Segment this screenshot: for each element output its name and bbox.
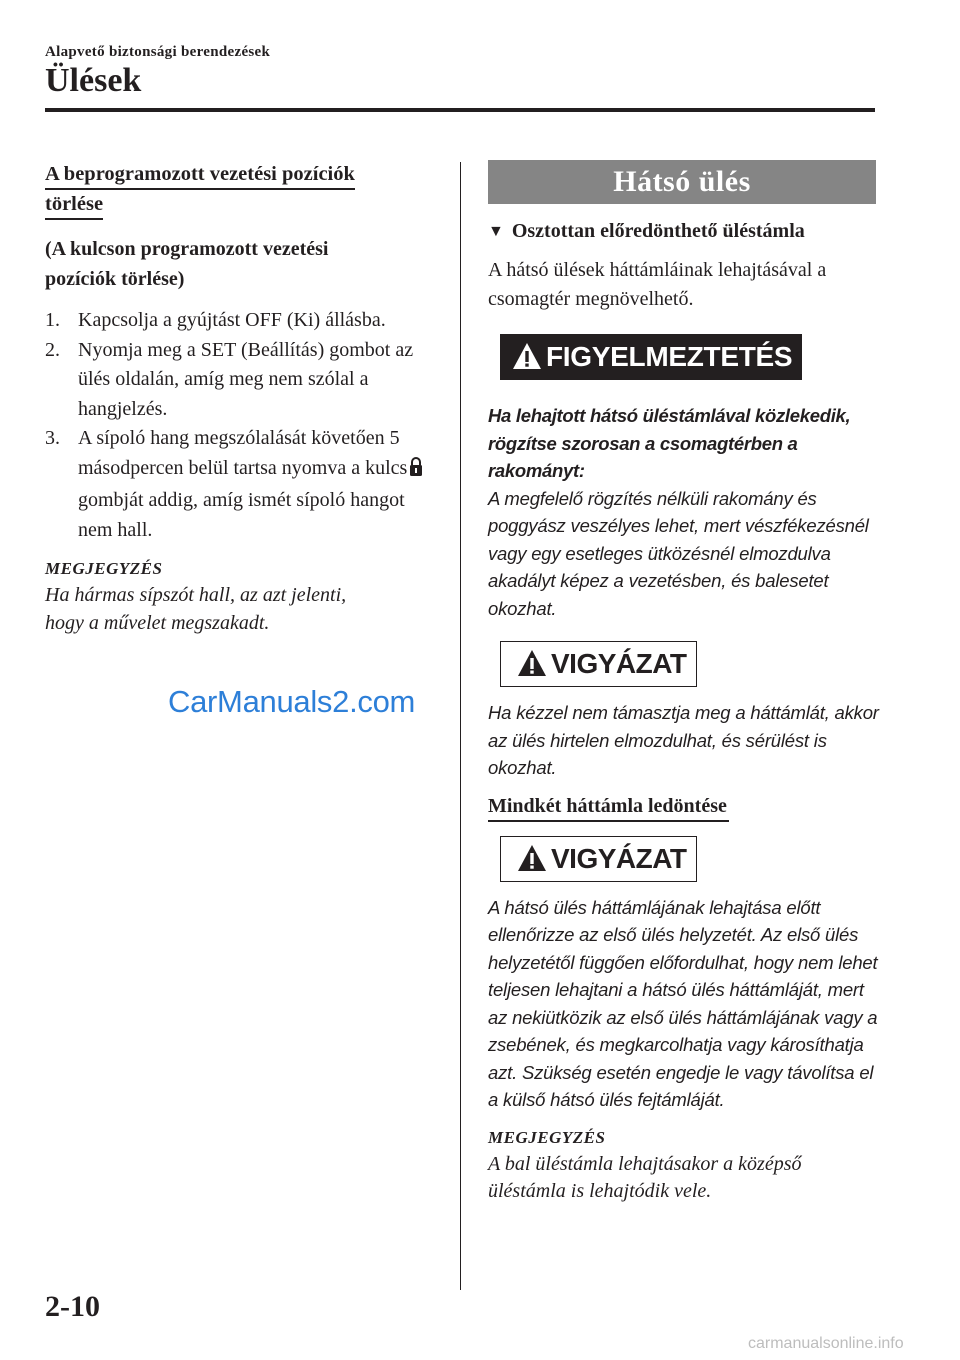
caution-block	[488, 836, 880, 882]
step-number: 3.	[45, 427, 60, 449]
caution-label-box	[500, 641, 697, 687]
step-number: 1.	[45, 309, 60, 331]
caution-label: VIGYÁZAT	[551, 842, 687, 874]
steps-list	[45, 306, 440, 545]
step-text: Nyomja meg a SET (Beállítás) gombot az ülés oldalán, amíg meg nem szólal a hangjelzés.	[78, 338, 414, 420]
section-title-banner: Hátsó ülés	[488, 160, 876, 204]
column-divider	[460, 162, 461, 1290]
subheading-line: (A kulcson programozott vezetési	[45, 238, 329, 260]
note-label: MEGJEGYZÉS	[45, 559, 163, 578]
subheading-line: pozíciók törlése)	[45, 268, 185, 290]
note-text	[45, 582, 440, 637]
page-number: 2-10	[45, 1290, 100, 1323]
warning-block	[488, 334, 880, 380]
caution-block	[488, 641, 880, 687]
warning-text: A megfelelő rögzítés nélküli rakomány és poggyász veszélyes lehet, mert vészfékezésnél vagy egy esetleges ütközésnél elmozdulva akadályt képez a vezetésben, és balesetet okozhat.	[488, 487, 869, 619]
footer-site-watermark: carmanualsonline.info	[748, 1335, 904, 1352]
right-column	[488, 160, 880, 1206]
chapter-title: Ülések	[45, 62, 142, 99]
step-number: 2.	[45, 338, 60, 361]
warning-triangle-icon	[517, 844, 547, 872]
list-item	[45, 306, 440, 336]
warning-emphasis: Ha lehajtott hátsó üléstámlával közlekedik, rögzítse szorosan a csomagtérben a rakományt:	[488, 405, 851, 481]
note-line: Ha hármas sípszót hall, az azt jelenti,	[45, 584, 347, 606]
heading-fold-both: Mindkét háttámla ledöntése	[488, 792, 729, 822]
warning-triangle-icon	[512, 342, 542, 370]
watermark: CarManuals2.com	[168, 684, 416, 719]
note-label: MEGJEGYZÉS	[488, 1127, 606, 1147]
caution-text: Ha kézzel nem támasztja meg a háttámlát, akkor az ülés hirtelen elmozdulhat, és sérülést is okozhat.	[488, 702, 879, 778]
intro-text: A hátsó ülések háttámláinak lehajtásával a csomagtér megnövelhető.	[488, 259, 827, 310]
breadcrumb: Alapvető biztonsági berendezések	[45, 44, 271, 60]
note-line: üléstámla is lehajtódik vele.	[488, 1180, 712, 1202]
left-column	[45, 160, 440, 637]
warning-triangle-icon	[517, 649, 547, 677]
caution-label-box	[500, 836, 697, 882]
list-item	[45, 424, 440, 545]
step-text: A sípoló hang megszólalását követően 5 másodpercen belül tartsa nyomva a kulcs	[78, 427, 408, 479]
heading-text: Osztottan előredönthető üléstámla	[511, 220, 805, 242]
step-text: Kapcsolja a gyújtást OFF (Ki) állásba.	[78, 309, 386, 331]
heading-line: A beprogramozott vezetési pozíciók	[45, 161, 355, 190]
note-line: hogy a művelet megszakadt.	[45, 611, 270, 634]
warning-label: FIGYELMEZTETÉS	[546, 341, 793, 372]
list-item	[45, 336, 440, 425]
warning-label-box	[500, 334, 802, 380]
warning-content	[488, 402, 880, 622]
caution-label: VIGYÁZAT	[551, 648, 687, 679]
subheading-key-programmed	[45, 234, 440, 294]
note-line: A bal üléstámla lehajtásakor a középső	[488, 1152, 802, 1175]
lock-icon	[409, 457, 423, 487]
header-rule	[45, 108, 875, 112]
heading-split-seatback	[488, 217, 880, 246]
step-text: gombját addig, amíg ismét sípoló hangot nem hall.	[78, 489, 405, 541]
triangle-down-icon: ▼	[488, 223, 504, 240]
heading-line: törlése	[45, 191, 103, 220]
caution-text: A hátsó ülés háttámlájának lehajtása előtt ellenőrizze az első ülés helyzetét. Az első ülés helyzetétől függően előfordulhat, hogy nem lehet teljesen lehajtani a hátsó ülés háttámláját, mert az nekiütközik az első ülés háttámlájának vagy a zsebének, és megkarcolhatja vagy károsíthatja azt. Szükség esetén engedje le vagy távolítsa el a külső hátsó ülés fejtámláját.	[488, 896, 878, 1110]
note-text	[488, 1151, 880, 1206]
section-heading-reset-positions	[45, 160, 355, 220]
